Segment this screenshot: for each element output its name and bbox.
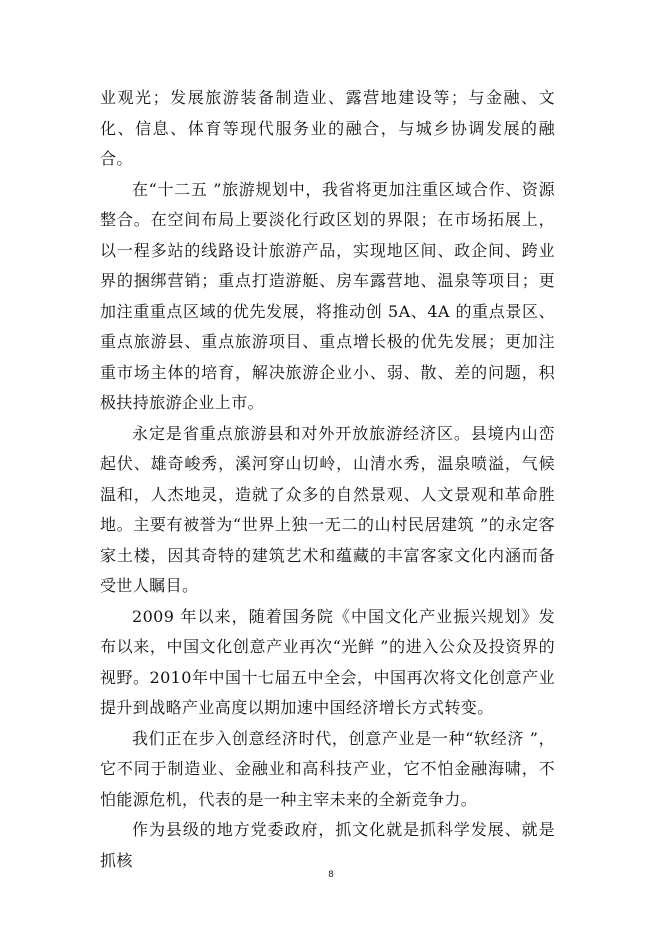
text-body <box>100 83 555 876</box>
paragraph-cultural-industry: 2009 年以来，随着国务院《中国文化产业振兴规划》发布以来，中国文化创意产业再次“光鲜 ”的进入公众及投资界的视野。2010年中国十七届五中全会，中国再次将文化创意产业提升到战略产业高度以期加速中国经济增长方式转变。 <box>100 606 555 717</box>
paragraph-tourism-plan: 在“十二五 ”旅游规划中，我省将更加注重区域合作、资源整合。在空间布局上要淡化行政区划的界限；在市场拓展上，以一程多站的线路设计旅游产品，实现地区间、政企间、跨业界的捆绑营销；重点打造游艇、房车露营地、温泉等项目；更加注重重点区域的优先发展，将推动创 5A、4A 的重点景区、重点旅游县、重点旅游项目、重点增长极的优先发展；更加注重市场主体的培育，解决旅游企业小、弱、散、差的问题，积极扶持旅游企业上市。 <box>100 179 555 412</box>
paragraph-yongding: 永定是省重点旅游县和对外开放旅游经济区。县境内山峦起伏、雄奇峻秀，溪河穿山切岭，山清水秀，温泉喷溢，气候温和，人杰地灵，造就了众多的自然景观、人文景观和革命胜地。主要有被誉为“世界上独一无二的山村民居建筑 ”的永定客家土楼，因其奇特的建筑艺术和蕴藏的丰富客家文化内涵而备受世人瞩目。 <box>100 423 555 595</box>
paragraph-creative-economy: 我们正在步入创意经济时代，创意产业是一种“软经济 ”，它不同于制造业、金融业和高科技产业，它不怕金融海啸，不怕能源危机，代表的是一种主宰未来的全新竞争力。 <box>100 728 555 809</box>
page-number: 8 <box>328 870 334 880</box>
paragraph-county-government: 作为县级的地方党委政府，抓文化就是抓科学发展、就是抓核 <box>100 820 555 870</box>
paragraph-continued: 业观光；发展旅游装备制造业、露营地建设等；与金融、文化、信息、体育等现代服务业的融合，与城乡协调发展的融合。 <box>100 88 555 168</box>
